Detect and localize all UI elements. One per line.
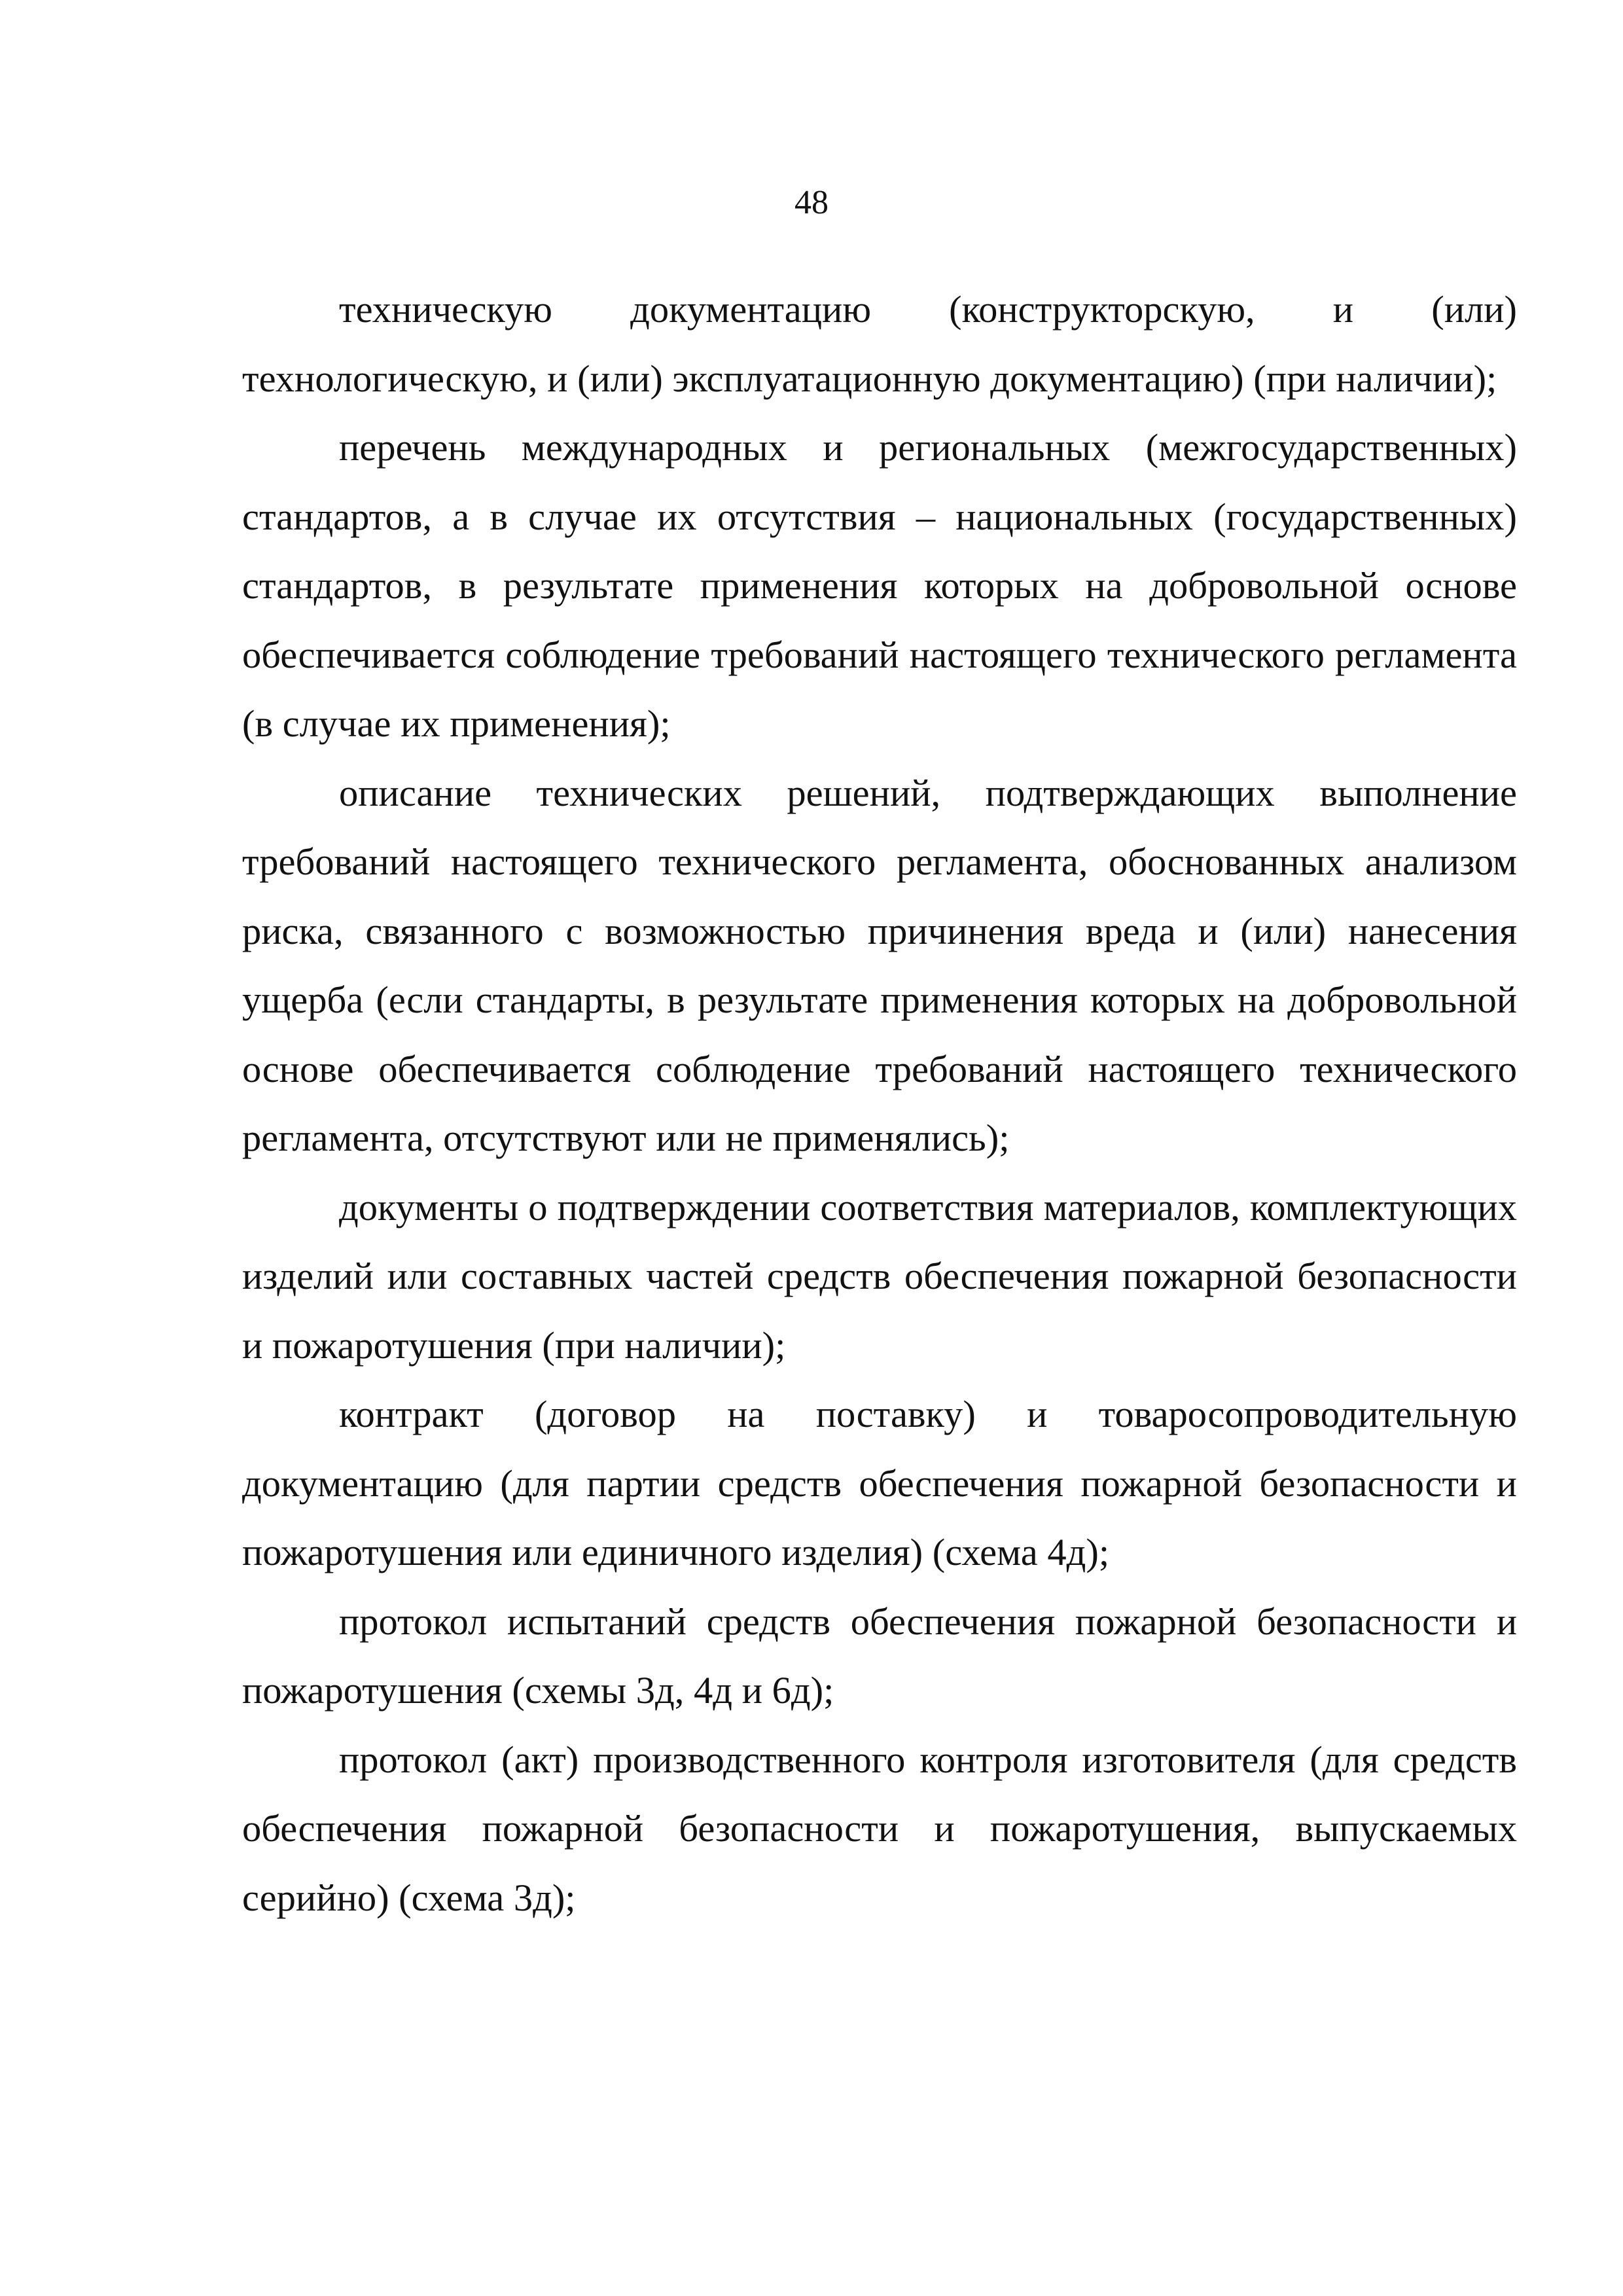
paragraph-technical-solutions: описание технических решений, подтверждающих выполнение требований настоящего технического регламента, обоснованных анализом риска, связанного с возможностью причинения вреда и (или) нанесения ущерба (если стандарты, в результате применения которых на добровольной основе обеспечивается соблюдение требований настоящего технического регламента, отсутствуют или не применялись); [242, 771, 1517, 1159]
document-body [242, 275, 1517, 1932]
page-number: 48 [794, 184, 829, 221]
paragraph-test-report: протокол испытаний средств обеспечения пожарной безопасности и пожаротушения (схемы 3д, 4д и 6д); [242, 1600, 1517, 1712]
paragraph-standards-list: перечень международных и региональных (межгосударственных) стандартов, а в случае их отсутствия – национальных (государственных) стандартов, в результате применения которых на добровольной основе обеспечивается соблюдение требований настоящего технического регламента (в случае их применения); [242, 426, 1517, 745]
paragraph-technical-documentation: техническую документацию (конструкторскую, и (или) технологическую, и (или) эксплуатационную документацию) (при наличии); [242, 288, 1517, 400]
paragraph-conformity-documents: документы о подтверждении соответствия материалов, комплектующих изделий или составных частей средств обеспечения пожарной безопасности и пожаротушения (при наличии); [242, 1185, 1517, 1367]
paragraph-production-control: протокол (акт) производственного контроля изготовителя (для средств обеспечения пожарной безопасности и пожаротушения, выпускаемых серийно) (схема 3д); [242, 1738, 1517, 1919]
paragraph-contract: контракт (договор на поставку) и товаросопроводительную документацию (для партии средств обеспечения пожарной безопасности и пожаротушения или единичного изделия) (схема 4д); [242, 1393, 1517, 1573]
